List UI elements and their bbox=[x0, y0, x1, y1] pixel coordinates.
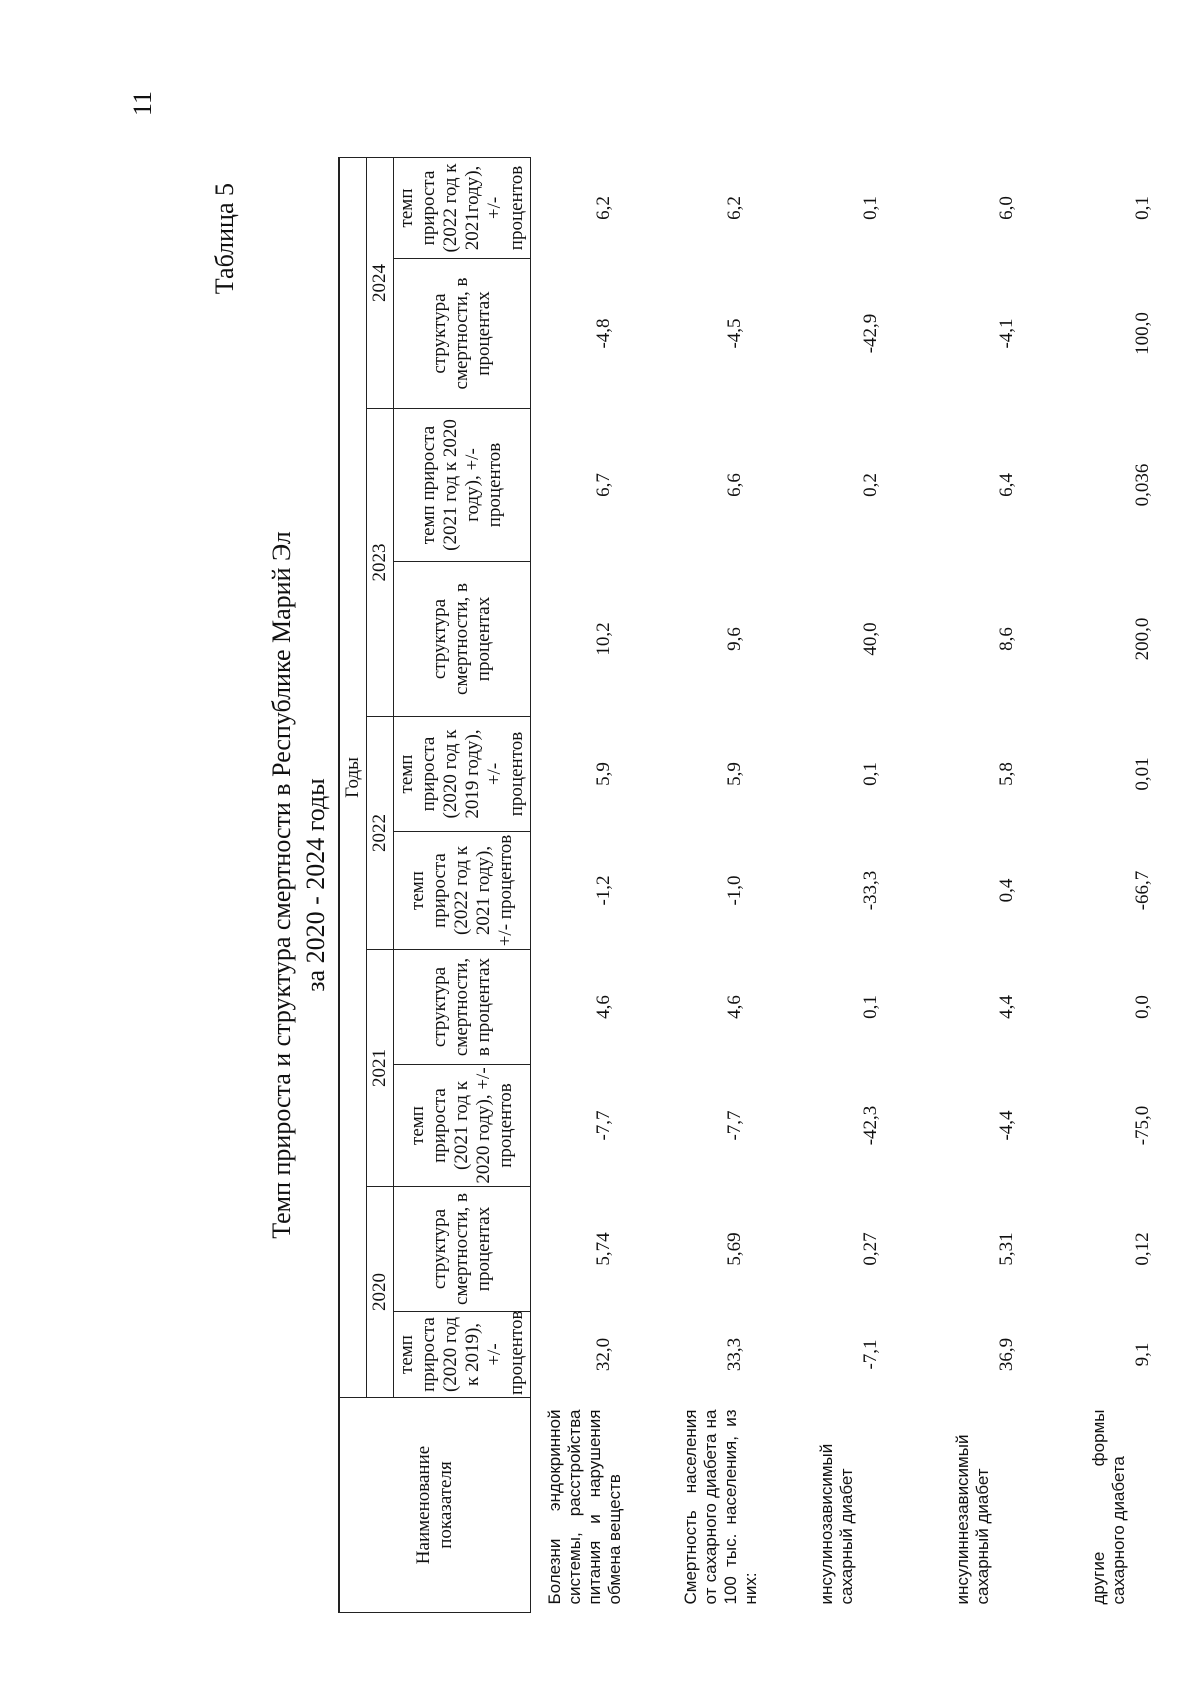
table-row bbox=[1075, 157, 1200, 1612]
cell-value: 0,12 bbox=[1132, 1232, 1153, 1266]
cell-value: 6,7 bbox=[593, 473, 614, 497]
table-label: Таблица 5 bbox=[210, 183, 239, 295]
cell-value: 4,6 bbox=[593, 995, 614, 1019]
cell-value: 5,8 bbox=[996, 762, 1017, 786]
cell-value: 6,2 bbox=[724, 196, 745, 220]
header-sub-column: структура смертности, в процентах bbox=[394, 562, 531, 717]
cell-value: 9,1 bbox=[1132, 1342, 1153, 1367]
cell-value: 5,9 bbox=[724, 762, 745, 786]
cell-value: 0,4 bbox=[996, 878, 1017, 903]
cell-value: 0,1 bbox=[860, 995, 881, 1019]
cell-value: -42,9 bbox=[860, 313, 881, 354]
cell-value: -75,0 bbox=[1132, 1105, 1153, 1146]
cell-value: -4,8 bbox=[593, 318, 614, 349]
cell-value: 40,0 bbox=[860, 622, 881, 656]
header-sub-column: темп прироста (2021 год к 2020 году), +/- процентов bbox=[394, 409, 531, 562]
header-year-2022: 2022 bbox=[367, 717, 394, 950]
cell-value: 0,27 bbox=[860, 1232, 881, 1266]
table-row bbox=[667, 157, 803, 1612]
mortality-table bbox=[338, 157, 1200, 1613]
cell-value: 8,6 bbox=[996, 627, 1017, 651]
cell-value: 0,0 bbox=[1132, 995, 1153, 1019]
cell-value: 5,9 bbox=[593, 762, 614, 786]
cell-value: 36,9 bbox=[996, 1337, 1017, 1372]
cell-value: 6,6 bbox=[724, 473, 745, 497]
row-name: Смертность населения от сахарного диабета на 100 тыс. населения, из них: bbox=[681, 1409, 760, 1605]
cell-value: -33,3 bbox=[860, 870, 881, 911]
cell-value: 9,6 bbox=[724, 627, 745, 651]
cell-value: -7,7 bbox=[593, 1110, 614, 1141]
cell-value: 33,3 bbox=[724, 1337, 745, 1372]
header-years-group: Годы bbox=[339, 157, 367, 1397]
table-title bbox=[265, 145, 333, 1625]
table-row bbox=[531, 157, 668, 1612]
cell-value: 200,0 bbox=[1132, 617, 1153, 661]
cell-value: -4,4 bbox=[996, 1110, 1017, 1141]
cell-value: 0,2 bbox=[860, 473, 881, 497]
cell-value: -66,7 bbox=[1132, 870, 1153, 911]
table-row bbox=[939, 157, 1075, 1612]
header-indicator-name: Наименование показателя bbox=[339, 1398, 531, 1613]
cell-value: -1,0 bbox=[724, 875, 745, 906]
cell-value: 6,4 bbox=[996, 473, 1017, 497]
header-year-2024: 2024 bbox=[367, 157, 394, 408]
cell-value: -1,2 bbox=[593, 875, 614, 906]
cell-value: 6,2 bbox=[593, 196, 614, 220]
title-line-2: за 2020 - 2024 годы bbox=[301, 778, 330, 992]
row-name: другие формы сахарного диабета bbox=[1089, 1409, 1128, 1605]
rotated-page-content bbox=[80, 145, 1153, 1625]
header-sub-column: темп прироста (2020 год к 2019), +/- процентов bbox=[394, 1312, 531, 1398]
header-year-2023: 2023 bbox=[367, 409, 394, 717]
cell-value: 5,69 bbox=[724, 1232, 745, 1266]
cell-value: 0,1 bbox=[1132, 196, 1153, 220]
title-line-1: Темп прироста и структура смертности в Республике Марий Эл bbox=[267, 531, 296, 1239]
cell-value: -7,7 bbox=[724, 1110, 745, 1141]
cell-value: 4,6 bbox=[724, 995, 745, 1019]
header-year-2020: 2020 bbox=[367, 1187, 394, 1398]
table-row bbox=[803, 157, 939, 1612]
cell-value: -7,1 bbox=[860, 1339, 881, 1370]
page-number: 11 bbox=[128, 90, 157, 116]
cell-value: -4,5 bbox=[724, 318, 745, 349]
header-sub-column: темп прироста (2020 год к 2019 году), +/- процентов bbox=[394, 717, 531, 832]
cell-value: 5,74 bbox=[593, 1232, 614, 1266]
header-sub-column: структура смертности, в процентах bbox=[394, 259, 531, 409]
header-sub-column: темп прироста (2021 год к 2020 году), +/- процентов bbox=[394, 1065, 531, 1187]
cell-value: -42,3 bbox=[860, 1105, 881, 1146]
cell-value: 100,0 bbox=[1132, 312, 1153, 355]
cell-value: 0,01 bbox=[1132, 757, 1153, 791]
cell-value: 0,1 bbox=[860, 196, 881, 220]
cell-value: 0,1 bbox=[860, 762, 881, 786]
header-year-2021: 2021 bbox=[367, 950, 394, 1187]
cell-value: 6,0 bbox=[996, 196, 1017, 220]
row-name: инсулинозависимый сахарный диабет bbox=[817, 1443, 856, 1605]
cell-value: 0,036 bbox=[1132, 463, 1153, 507]
header-sub-column: структура смертности, в процентах bbox=[394, 950, 531, 1065]
row-name: инсулиннезависимый сахарный диабет bbox=[953, 1434, 992, 1605]
cell-value: 5,31 bbox=[996, 1232, 1017, 1266]
cell-value: 32,0 bbox=[593, 1337, 614, 1372]
row-name: Болезни эндокринной системы, расстройства питания и нарушения обмена веществ bbox=[545, 1409, 624, 1605]
header-sub-column: темп прироста (2022 год к 2021году), +/- процентов bbox=[394, 157, 531, 258]
cell-value: 4,4 bbox=[996, 995, 1017, 1019]
header-sub-column: структура смертности, в процентах bbox=[394, 1187, 531, 1312]
header-sub-column: темп прироста (2022 год к 2021 году), +/- процентов bbox=[394, 832, 531, 950]
cell-value: -4,1 bbox=[996, 318, 1017, 349]
cell-value: 10,2 bbox=[593, 622, 614, 656]
